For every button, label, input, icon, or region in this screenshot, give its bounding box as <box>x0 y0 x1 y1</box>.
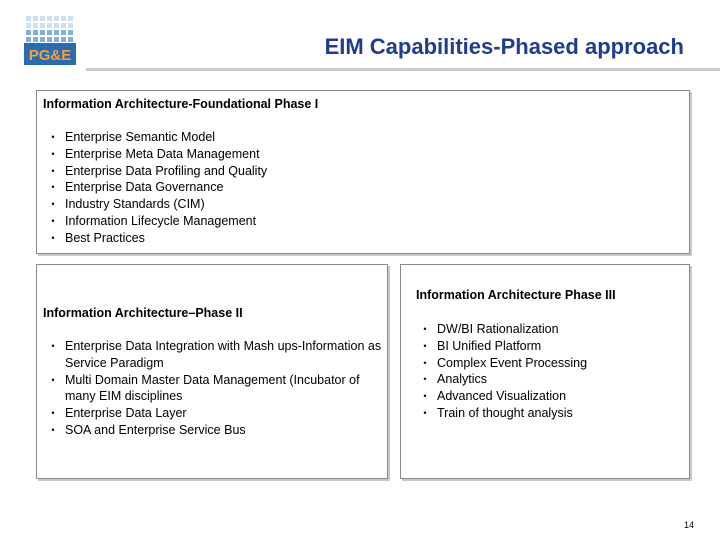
bullet-dot-icon: • <box>51 148 55 159</box>
bullet-dot-icon: • <box>423 357 427 368</box>
list-item: • Enterprise Data Governance <box>47 179 647 196</box>
list-item: • Advanced Visualization <box>419 388 679 405</box>
phase1-list <box>47 129 647 247</box>
bullet-dot-icon: • <box>51 199 55 210</box>
title-divider <box>86 68 720 71</box>
phase3-heading: Information Architecture Phase III <box>416 288 616 302</box>
list-item: • Best Practices <box>47 230 647 247</box>
phase1-heading: Information Architecture-Foundational Phase I <box>43 97 319 111</box>
bullet-dot-icon: • <box>423 324 427 334</box>
bullet-dot-icon: • <box>51 182 55 193</box>
list-item: • Complex Event Processing <box>419 355 679 372</box>
bullet-dot-icon: • <box>423 374 427 385</box>
bullet-dot-icon: • <box>51 132 55 142</box>
list-item: • Multi Domain Master Data Management (Incubator of many EIM disciplines <box>47 372 383 406</box>
phase2-heading: Information Architecture–Phase II <box>43 306 243 320</box>
bullet-dot-icon: • <box>51 424 55 435</box>
bullet-dot-icon: • <box>51 232 55 243</box>
bullet-dot-icon: • <box>51 374 55 385</box>
pge-logo <box>24 14 76 66</box>
list-item: • Information Lifecycle Management <box>47 213 647 230</box>
bullet-dot-icon: • <box>423 407 427 418</box>
bullet-dot-icon: • <box>51 408 55 419</box>
page-title: EIM Capabilities-Phased approach <box>324 34 684 59</box>
bullet-dot-icon: • <box>51 165 55 176</box>
list-item: • BI Unified Platform <box>419 338 679 355</box>
bullet-dot-icon: • <box>51 341 55 351</box>
list-item: • Analytics <box>419 371 679 388</box>
list-item: • SOA and Enterprise Service Bus <box>47 422 383 439</box>
phase3-list <box>419 321 679 422</box>
page-number: 14 <box>683 520 694 530</box>
list-item: • Enterprise Data Layer <box>47 405 383 422</box>
list-item: • Enterprise Semantic Model <box>47 129 647 146</box>
list-item: • Train of thought analysis <box>419 405 679 422</box>
list-item: • Enterprise Meta Data Management <box>47 146 647 163</box>
list-item: • Enterprise Data Integration with Mash ups-Information as Service Paradigm <box>47 338 383 372</box>
phase2-list <box>47 338 383 439</box>
bullet-dot-icon: • <box>51 215 55 226</box>
list-item: • Industry Standards (CIM) <box>47 196 647 213</box>
bullet-dot-icon: • <box>423 340 427 351</box>
bullet-dot-icon: • <box>423 391 427 402</box>
list-item: • DW/BI Rationalization <box>419 321 679 338</box>
list-item: • Enterprise Data Profiling and Quality <box>47 163 647 180</box>
logo-text: PG&E <box>28 47 72 64</box>
